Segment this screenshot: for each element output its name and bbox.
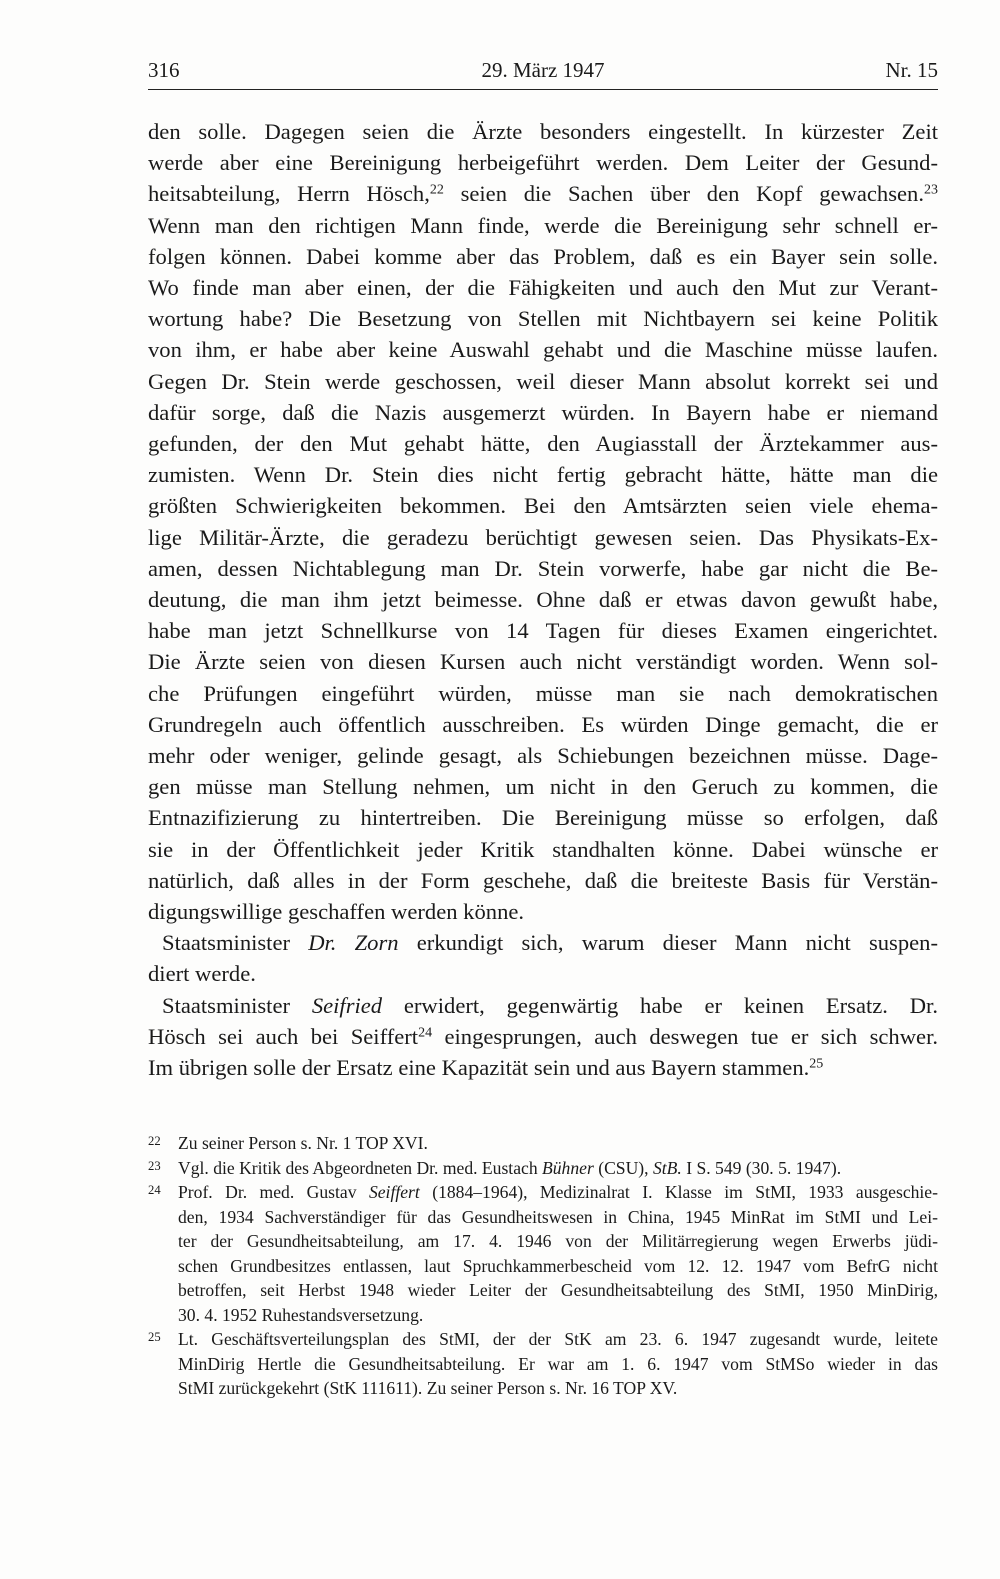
running-head — [148, 58, 938, 88]
text-fragment: erkundigt sich, warum dieser Mann nicht suspen- — [398, 930, 938, 956]
text-fragment: Hösch sei auch bei Seiffert — [148, 1023, 419, 1049]
text-line: werde aber eine Bereinigung herbeigeführt werden. Dem Leiter der Gesund- — [148, 150, 938, 176]
footnote-25 — [148, 1327, 938, 1401]
footnote-line: ter der Gesundheitsabteilung, am 17. 4. 1946 von der Militärregierung wegen Erwerbs jüdi- — [178, 1231, 938, 1251]
text-line: habe man jetzt Schnellkurse von 14 Tagen für dieses Examen eingerichtet. — [148, 618, 938, 644]
footnote-line: schen Grundbesitzes entlassen, laut Spruchkammerbescheid vom 12. 12. 1947 vom BefrG nicht — [178, 1255, 938, 1276]
speaker-name: Seifried — [311, 992, 383, 1018]
text-line: lige Militär-Ärzte, die geradezu berüchtigt gewesen seien. Das Physikats-Ex- — [148, 524, 938, 550]
text-line: natürlich, daß alles in der Form geschehe, daß die breiteste Basis für Verstän- — [148, 867, 938, 893]
text-fragment: Prof. Dr. med. Gustav — [178, 1182, 369, 1202]
text-line: gefunden, der den Mut gehabt hätte, den Augiasstall der Ärztekammer aus- — [148, 431, 938, 457]
footnote-ref-23[interactable]: 23 — [924, 182, 938, 198]
text-line-with-footnote-ref — [148, 1021, 938, 1052]
footnotes — [148, 1131, 938, 1401]
text-fragment: erwidert, gegenwärtig habe er keinen Ersatz. Dr. — [382, 992, 938, 1018]
paragraph-2 — [148, 927, 938, 989]
person-name: Bühner — [542, 1157, 594, 1178]
text-line: folgen können. Dabei komme aber das Problem, daß es ein Bayer sein solle. — [148, 243, 938, 269]
body-text — [148, 116, 938, 1083]
text-fragment: eingesprungen, auch deswegen tue er sich schwer. — [432, 1023, 938, 1049]
footnote-line: den, 1934 Sachverständiger für das Gesundheitswesen in China, 1945 MinRat im StMI und Lei- — [178, 1206, 938, 1227]
text-fragment: Vgl. die Kritik des Abgeordneten Dr. med. Eustach — [178, 1157, 543, 1178]
text-line: gen müsse man Stellung nehmen, um nicht in den Geruch zu kommen, die — [148, 774, 938, 800]
text-fragment: I S. 549 (30. 5. 1947). — [681, 1157, 842, 1178]
text-line-with-footnote-refs — [148, 178, 938, 209]
paragraph-3 — [148, 990, 938, 1084]
text-fragment: Staatsminister — [162, 992, 312, 1018]
footnote-ref-25[interactable]: 25 — [809, 1056, 824, 1072]
footnote-line: betroffen, seit Herbst 1948 wieder Leiter der Gesundheitsabteilung des StMI, 1950 MinDirig, — [178, 1280, 938, 1300]
text-fragment: heitsabteilung, Herrn Hösch, — [148, 181, 430, 207]
text-line: wortung habe? Die Besetzung von Stellen mit Nichtbayern sei keine Politik — [148, 306, 938, 332]
text-line: Gegen Dr. Stein werde geschossen, weil dieser Mann absolut korrekt sei und — [148, 368, 938, 394]
text-line: den solle. Dagegen seien die Ärzte besonders eingestellt. In kürzester Zeit — [148, 119, 938, 144]
paragraph-1 — [148, 116, 938, 927]
footnote-line: StMI zurückgekehrt (StK 111611). Zu seiner Person s. Nr. 16 TOP XV. — [178, 1378, 678, 1398]
text-line: Wenn man den richtigen Mann finde, werde die Bereinigung sehr schnell er- — [148, 212, 938, 238]
footnote-number: 22 — [148, 1134, 161, 1148]
text-line: sie in der Öffentlichkeit jeder Kritik standhalten könne. Dabei wünsche er — [148, 836, 938, 862]
page-number: 316 — [148, 58, 180, 82]
text-fragment: Staatsminister — [162, 930, 309, 956]
footnote-number: 23 — [148, 1158, 161, 1173]
text-fragment: Im übrigen solle der Ersatz eine Kapazität sein und aus Bayern stammen. — [148, 1055, 810, 1081]
text-fragment: (CSU), — [593, 1157, 653, 1178]
text-line — [148, 927, 938, 958]
text-line: digungswillige geschaffen werden könne. — [148, 899, 525, 925]
text-line-with-footnote-ref — [148, 1052, 938, 1083]
footnote-line: 30. 4. 1952 Ruhestandsversetzung. — [178, 1304, 424, 1325]
footnote-line: Lt. Geschäftsverteilungsplan des StMI, der der StK am 23. 6. 1947 zugesandt wurde, leitete — [178, 1329, 938, 1349]
text-line: diert werde. — [148, 961, 256, 987]
source-abbrev: StB. — [652, 1157, 682, 1178]
footnote-ref-24[interactable]: 24 — [418, 1025, 433, 1041]
text-line: von ihm, er habe aber keine Auswahl gehabt und die Maschine müsse laufen. — [148, 337, 938, 363]
text-line: deutung, die man ihm jetzt beimesse. Ohne daß er etwas davon gewußt habe, — [148, 587, 938, 613]
speaker-name: Dr. Zorn — [308, 930, 399, 956]
text-line: dafür sorge, daß die Nazis ausgemerzt würden. In Bayern habe er niemand — [148, 399, 938, 425]
header-date: 29. März 1947 — [481, 58, 605, 82]
footnote-line: Zu seiner Person s. Nr. 1 TOP XVI. — [178, 1133, 428, 1153]
text-line: mehr oder weniger, gelinde gesagt, als Schiebungen bezeichnen müsse. Dage- — [148, 743, 938, 769]
text-line: Wo finde man aber einen, der die Fähigkeiten und auch den Mut zur Verant- — [148, 275, 938, 301]
text-line: Die Ärzte seien von diesen Kursen auch nicht verständigt worden. Wenn sol- — [148, 649, 938, 675]
text-line: zumisten. Wenn Dr. Stein dies nicht fertig gebracht hätte, hätte man die — [148, 462, 938, 488]
footnote-number: 24 — [148, 1183, 161, 1197]
footnote-23 — [148, 1156, 938, 1181]
footnote-line: MinDirig Hertle die Gesundheitsabteilung. Er war am 1. 6. 1947 vom StMSo wieder in das — [178, 1353, 938, 1374]
footnote-line — [178, 1180, 938, 1205]
footnote-22 — [148, 1131, 938, 1156]
text-line: Grundregeln auch öffentlich ausschreiben. Es würden Dinge gemacht, die er — [148, 711, 938, 737]
text-line: Entnazifizierung zu hintertreiben. Die Bereinigung müsse so erfolgen, daß — [148, 805, 938, 831]
text-line: größten Schwierigkeiten bekommen. Bei den Amtsärzten seien viele ehema- — [148, 493, 938, 519]
text-fragment: (1884–1964), Medizinalrat I. Klasse im StMI, 1933 ausgeschie- — [419, 1182, 938, 1202]
document-number: Nr. 15 — [885, 58, 938, 82]
header-rule — [148, 89, 938, 90]
footnote-ref-22[interactable]: 22 — [429, 182, 444, 198]
footnote-line — [178, 1156, 938, 1181]
footnote-number: 25 — [148, 1330, 161, 1344]
text-fragment: seien die Sachen über den Kopf gewachsen. — [443, 181, 924, 207]
text-line: amen, dessen Nichtablegung man Dr. Stein vorwerfe, habe gar nicht die Be- — [148, 555, 938, 581]
text-line: che Prüfungen eingeführt würden, müsse man sie nach demokratischen — [148, 680, 938, 706]
footnote-24 — [148, 1180, 938, 1327]
text-line — [148, 990, 938, 1021]
person-name: Seiffert — [368, 1182, 420, 1202]
